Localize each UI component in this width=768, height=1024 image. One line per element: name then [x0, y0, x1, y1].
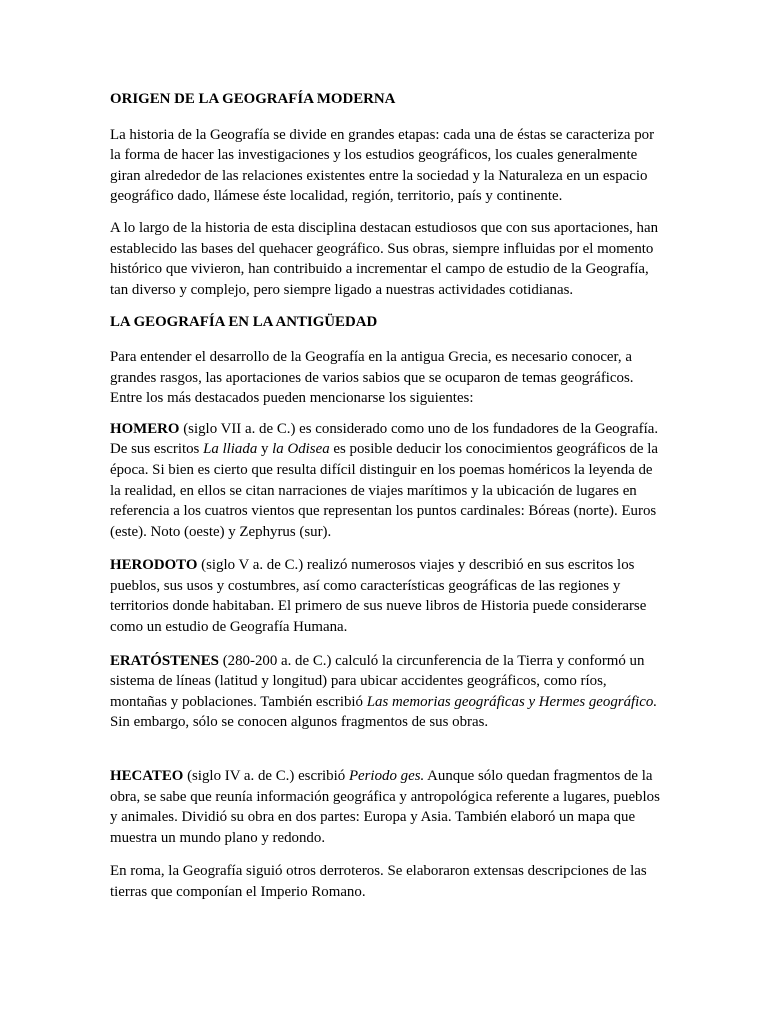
paragraph-homero: [110, 419, 660, 543]
homero-text-2: y: [257, 441, 273, 458]
paragraph-greece-intro: Para entender el desarrollo de la Geografía en la antigua Grecia, es necesario conocer, a grandes rasgos, las aportaciones de varios sabios que se ocuparon de temas geográficos. Entre los más destacados pueden mencionarse los siguientes:: [110, 348, 634, 407]
section-title-antiquity: LA GEOGRAFÍA EN LA ANTIGÜEDAD: [110, 314, 378, 331]
paragraph-roma: En roma, la Geografía siguió otros derroteros. Se elaboraron extensas descripciones de las tierras que componían el Imperio Romano.: [110, 863, 647, 900]
document-body: [110, 89, 660, 903]
hecateo-text-2: Aunque sólo quedan fragmentos de la obra, se sabe que reunía información geográfica y antropológica referente a lugares, pueblos y animales. Dividió su obra en dos partes: Europa y Asia. También elaboró un mapa que muestra un mundo plano y redondo.: [110, 768, 660, 846]
paragraph-herodoto: [110, 555, 660, 637]
section-title-origin: ORIGEN DE LA GEOGRAFÍA MODERNA: [110, 91, 396, 107]
homero-work-iliad: La lliada: [203, 441, 258, 458]
eratostenes-works: Las memorias geográficas y Hermes geográfico.: [366, 693, 658, 710]
homero-text-3: es posible deducir los conocimientos geográficos de la época. Si bien es cierto que resulta difícil distinguir en los poemas homéricos la leyenda de la realidad, en ellos se citan narraciones de viajes marítimos y la ubicación de lugares en referencia a los cuatros vientos que representan los puntos cardinales: Bóreas (norte). Euros (este). Noto (oeste) y Zephyrus (sur).: [110, 441, 658, 540]
eratostenes-text-1: (280-200 a. de C.) calculó la circunferencia de la Tierra y conformó un sistema de líneas (latitud y longitud) para ubicar accidentes geográficos, como ríos, montañas y poblaciones. También escribió: [110, 652, 645, 710]
hecateo-work: Periodo ges.: [348, 768, 425, 785]
paragraph-hecateo: [110, 766, 660, 848]
homero-work-odyssey: la Odisea: [272, 441, 330, 458]
herodoto-text-1: (siglo V a. de C.) realizó numerosos viajes y describió en sus escritos los pueblos, sus usos y costumbres, así como características geográficas de las regiones y territorios donde habitaban. El primero de sus nueve libros de Historia puede considerarse como un estudio de Geografía Humana.: [110, 557, 647, 636]
eratostenes-name: ERATÓSTENES: [110, 652, 219, 669]
hecateo-name: HECATEO: [110, 768, 184, 785]
paragraph-history-stages: La historia de la Geografía se divide en grandes etapas: cada una de éstas se caracteriza por la forma de hacer las investigaciones y los estudios geográficos, los cuales generalmente giran alrededor de las relaciones existentes entre la sociedad y la Naturaleza en un espacio geográfico dado, llámese éste localidad, región, territorio, país y continente.: [110, 126, 655, 205]
paragraph-eratostenes: [110, 651, 660, 733]
homero-name: HOMERO: [110, 420, 180, 437]
homero-text-1: (siglo VII a. de C.) es considerado como uno de los fundadores de la Geografía. De sus escritos: [110, 420, 659, 458]
hecateo-text-1: (siglo IV a. de C.) escribió: [183, 768, 349, 785]
herodoto-name: HERODOTO: [110, 557, 198, 574]
eratostenes-text-2: Sin embargo, sólo se conocen algunos fragmentos de sus obras.: [110, 714, 489, 731]
paragraph-scholars: A lo largo de la historia de esta disciplina destacan estudiosos que con sus aportaciones, han establecido las bases del quehacer geográfico. Sus obras, siempre influidas por el momento histórico que vivieron, han contribuido a incrementar el campo de estudio de la Geografía, tan diverso y complejo, pero siempre ligado a nuestras actividades cotidianas.: [110, 219, 659, 298]
